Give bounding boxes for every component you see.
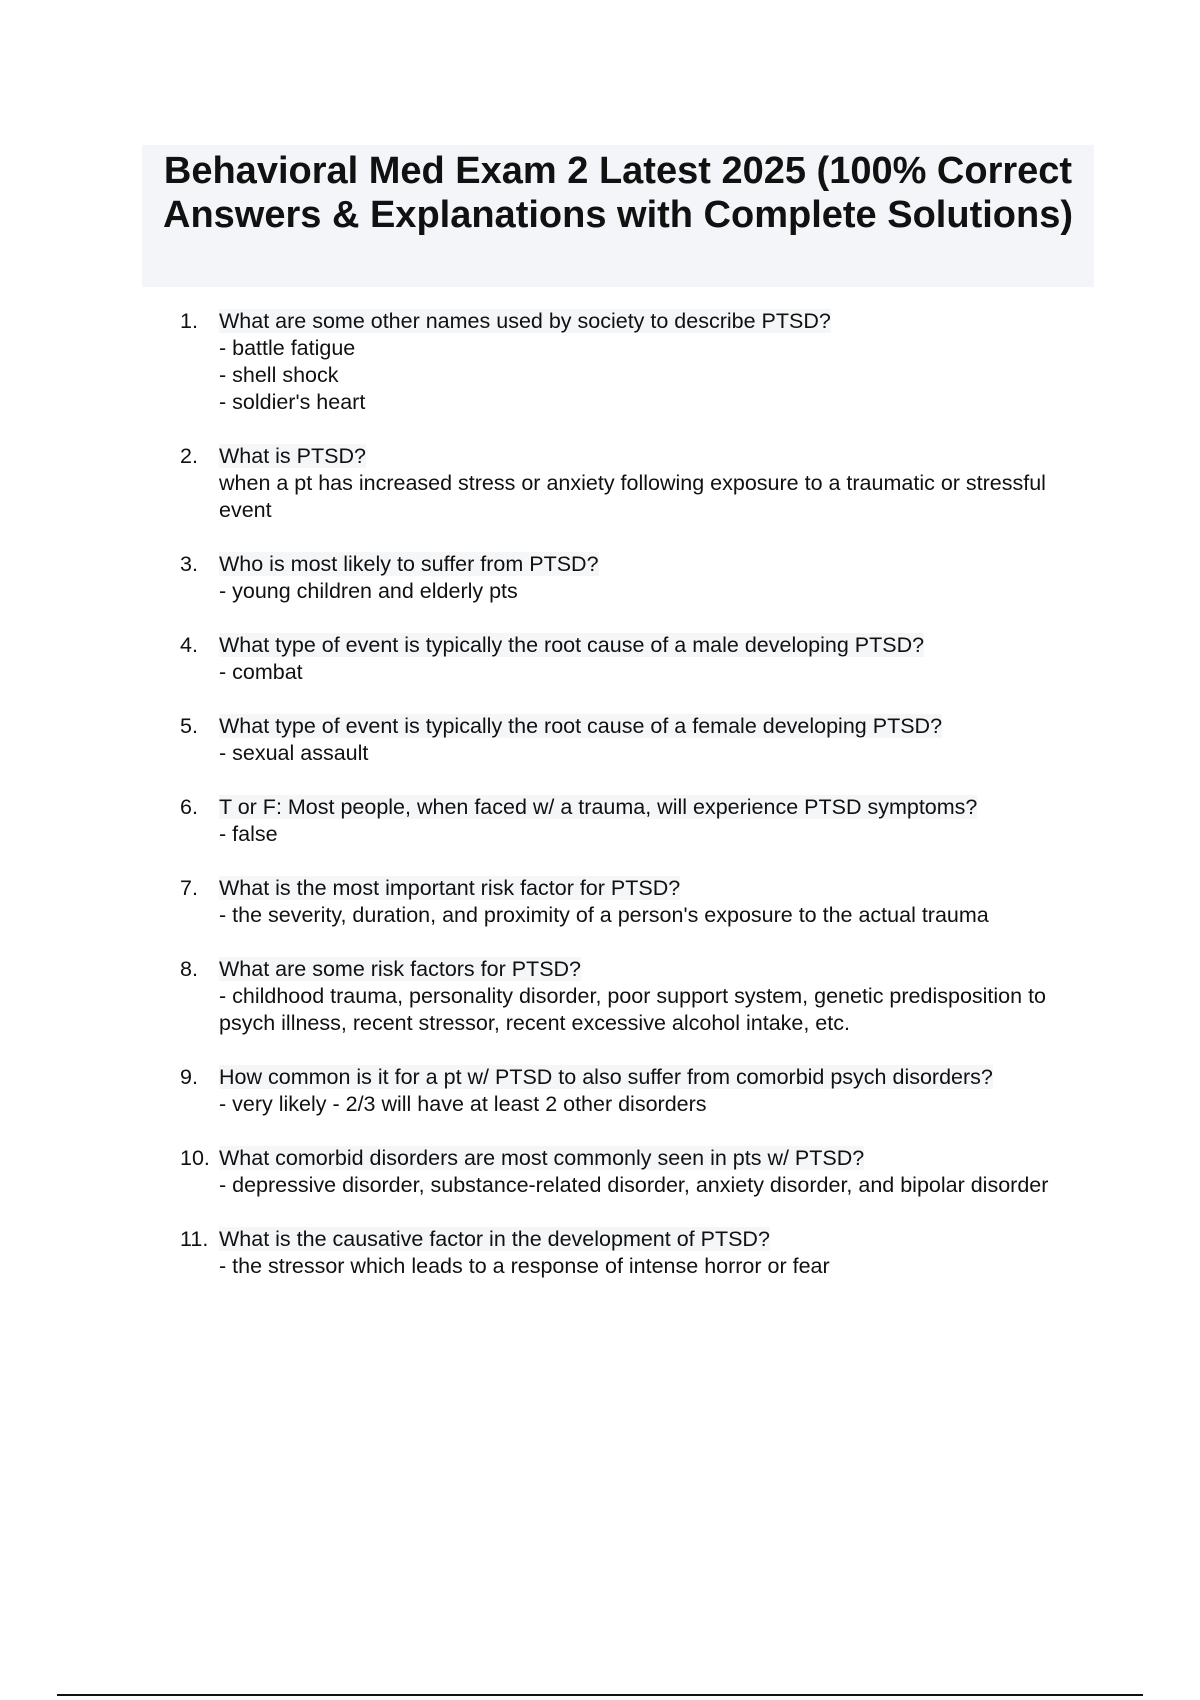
question-item <box>180 443 1100 524</box>
question-text: T or F: Most people, when faced w/ a trauma, will experience PTSD symptoms? <box>219 795 978 819</box>
answer-text: - young children and elderly pts <box>219 579 518 603</box>
question-number: 3. <box>180 552 198 576</box>
question-item <box>180 713 1100 767</box>
question-item <box>180 308 1100 416</box>
answer-text: - battle fatigue - shell shock - soldier's heart <box>219 336 366 414</box>
question-text: How common is it for a pt w/ PTSD to also suffer from comorbid psych disorders? <box>219 1065 993 1089</box>
question-text: Who is most likely to suffer from PTSD? <box>219 552 599 576</box>
answer-text: - sexual assault <box>219 741 369 765</box>
question-text: What are some other names used by society to describe PTSD? <box>219 309 831 333</box>
question-number: 6. <box>180 795 198 819</box>
question-item <box>180 551 1100 605</box>
question-item <box>180 794 1100 848</box>
question-text: What are some risk factors for PTSD? <box>219 957 582 981</box>
question-item <box>180 875 1100 929</box>
question-item <box>180 632 1100 686</box>
answer-text: - childhood trauma, personality disorder, poor support system, genetic predisposition to psych illness, recent stressor, recent excessive alcohol intake, etc. <box>219 984 1046 1035</box>
question-text: What type of event is typically the root cause of a female developing PTSD? <box>219 714 943 738</box>
question-text: What comorbid disorders are most commonly seen in pts w/ PTSD? <box>219 1146 865 1170</box>
question-item <box>180 1226 1100 1280</box>
answer-text: - depressive disorder, substance-related disorder, anxiety disorder, and bipolar disorder <box>219 1173 1049 1197</box>
question-number: 7. <box>180 876 198 900</box>
document-title: Behavioral Med Exam 2 Latest 2025 (100% Correct Answers & Explanations with Complete Solutions) <box>163 150 1073 236</box>
question-number: 8. <box>180 957 198 981</box>
question-item <box>180 956 1100 1037</box>
question-text: What is the causative factor in the development of PTSD? <box>219 1227 770 1251</box>
question-text: What type of event is typically the root cause of a male developing PTSD? <box>219 633 925 657</box>
question-item <box>180 1064 1100 1118</box>
question-number: 5. <box>180 714 198 738</box>
answer-text: - false <box>219 822 278 846</box>
answer-text: - very likely - 2/3 will have at least 2 other disorders <box>219 1092 707 1116</box>
question-number: 9. <box>180 1065 198 1089</box>
page-bottom-divider <box>57 1694 1143 1696</box>
answer-text: when a pt has increased stress or anxiety following exposure to a traumatic or stressful event <box>219 471 1046 522</box>
question-item <box>180 1145 1100 1199</box>
question-text: What is the most important risk factor for PTSD? <box>219 876 681 900</box>
question-text: What is PTSD? <box>219 444 366 468</box>
question-number: 2. <box>180 444 198 468</box>
question-number: 1. <box>180 309 198 333</box>
answer-text: - the stressor which leads to a response of intense horror or fear <box>219 1254 830 1278</box>
answer-text: - combat <box>219 660 303 684</box>
question-number: 10. <box>180 1146 210 1170</box>
question-number: 11. <box>180 1227 209 1251</box>
document-title-banner <box>142 145 1094 287</box>
answer-text: - the severity, duration, and proximity of a person's exposure to the actual trauma <box>219 903 989 927</box>
question-list <box>180 308 1100 1307</box>
question-number: 4. <box>180 633 198 657</box>
